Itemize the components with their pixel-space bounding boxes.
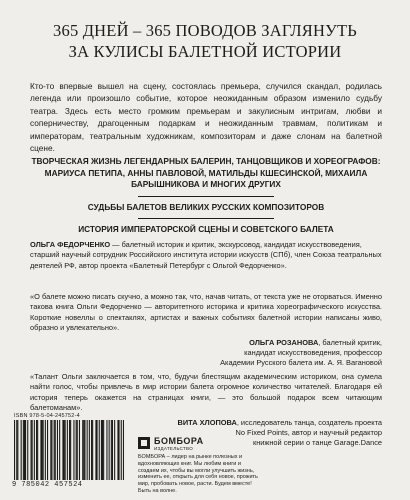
barcode-bar [111, 420, 112, 480]
barcode-bar [17, 420, 18, 480]
barcode-bar [82, 420, 83, 480]
author-name: ОЛЬГА ФЕДОРЧЕНКО [30, 240, 111, 249]
isbn-label: ISBN 978-5-04-245752-4 [14, 413, 80, 419]
review-1-sig-line-1: , балетный критик, [318, 337, 382, 347]
review-1 [30, 292, 382, 369]
barcode-bar [27, 420, 28, 480]
review-2-sig-line-3: книжной серии о танце Garage.Dance [252, 438, 382, 448]
barcode-bar [117, 420, 118, 480]
barcode-bar [32, 420, 33, 480]
review-1-sig-name: ОЛЬГА РОЗАНОВА [249, 337, 319, 347]
barcode-bar [76, 420, 77, 480]
intro-paragraph: Кто-то впервые вышел на сцену, состоялась премьера, случился скандал, родилась легенда или произошло событие, которое неожиданным образом изменило судьбу театра. Здесь есть место громким премьерам и закулисным интригам, любви и соперничеству, драгоценным подаркам и неожиданным травмам, политикам и императорам, театральным художникам, композиторам и даже слонам на балетной сцене. [30, 81, 382, 154]
barcode-bar [79, 420, 80, 480]
barcode-bar [89, 420, 90, 480]
barcode-bar [87, 420, 88, 480]
publisher-brand: БОМБОРА [154, 436, 204, 446]
feature-list [30, 156, 382, 236]
barcode-bar [65, 420, 66, 480]
review-1-sig-line-2: кандидат искусствоведения, профессор [244, 348, 382, 358]
review-2-sig-line-2: No Fixed Points, автор и научный редактор [235, 428, 382, 438]
barcode-bar [43, 420, 44, 480]
barcode-bar [103, 420, 104, 480]
barcode-bar [25, 420, 26, 480]
barcode-bar [24, 420, 25, 480]
publisher-logo-icon [138, 437, 150, 449]
barcode-bar [37, 420, 38, 480]
barcode-bar [16, 420, 17, 480]
barcode-bar [64, 420, 65, 480]
barcode-bar [21, 420, 22, 480]
barcode-bar [51, 420, 52, 480]
feature-item: СУДЬБЫ БАЛЕТОВ ВЕЛИКИХ РУССКИХ КОМПОЗИТОРОВ [87, 201, 325, 212]
barcode-bar [109, 420, 110, 480]
publisher-brand-sub: ИЗДАТЕЛЬСТВО [154, 446, 194, 451]
barcode-bar [99, 420, 100, 480]
publisher-description: БОМБОРА – лидер на рынке полезных и вдохновляющих книг. Мы любим книги и создаем их, чтобы вы могли улучшить жизнь, изменить ее, открыть для себя новое, прожить мир, пробовать новое, расти. Будем вместе! Быть на волне. [138, 454, 258, 494]
barcode-bar [69, 420, 70, 480]
barcode-bar [36, 420, 37, 480]
headline-line-1: 365 ДНЕЙ – 365 ПОВОДОВ ЗАГЛЯНУТЬ [53, 21, 357, 40]
barcode-bar [123, 420, 124, 480]
headline [0, 20, 410, 62]
barcode-bar [91, 420, 92, 480]
review-1-quote: «О балете можно писать скучно, а можно так, что, начав читать, от текста уже не оторваться. Именно такова книга Ольги Федорченко — авторитетного историка и критика хореографического искусства. Короткие новеллы о спектаклях, артистах и важных событиях балетной истории написаны живо, образно и увлекательно». [30, 292, 382, 333]
barcode-bar [92, 420, 93, 480]
barcode-bar [121, 420, 122, 480]
barcode-bar [97, 420, 98, 480]
barcode-bar [55, 420, 56, 480]
divider [138, 218, 274, 219]
barcode-bar [119, 420, 120, 480]
barcode-bar [83, 420, 84, 480]
review-1-sig-line-3: Академии Русского балета им. А. Я. Вагановой [220, 358, 382, 368]
review-2-sig-name: ВИТА ХЛОПОВА [177, 417, 237, 427]
barcode-bar [77, 420, 78, 480]
barcode-bar [34, 420, 35, 480]
barcode-bar [59, 420, 60, 480]
barcode-bar [70, 420, 71, 480]
barcode-bar [23, 420, 24, 480]
barcode-bar [84, 420, 85, 480]
barcode-bar [47, 420, 48, 480]
barcode-bar [101, 420, 102, 480]
barcode-bar [67, 420, 68, 480]
barcode-bar [50, 420, 51, 480]
review-2-quote: «Талант Ольги заключается в том, что, будучи блестящим академическим историком, она сумела найти голос, чтобы привлечь в мир истории балета огромное количество читателей. Благодаря ей история теперь окажется на страницах книги, — это большой подарок всем читающим балетоманам». [30, 372, 382, 413]
author-bio-text: — балетный историк и критик, экскурсовод, кандидат искусствоведения, старший научный сотрудник Российского института истории искусств (СПб), член Союза театральных деятелей РФ, автор проекта «Балетный Петербург с Ольгой Федорченко». [30, 240, 382, 270]
feature-item: ТВОРЧЕСКАЯ ЖИЗНЬ ЛЕГЕНДАРНЫХ БАЛЕРИН, ТАНЦОВЩИКОВ И ХОРЕОГРАФОВ: МАРИУСА ПЕТИПА, АННЫ ПАВЛОВОЙ, МАТИЛЬДЫ КШЕСИНСКОЙ, МИХАИЛА БАРЫШНИКОВА И МНОГИХ ДРУГИХ [31, 156, 381, 190]
barcode-bar [14, 420, 15, 480]
barcode-bar [31, 420, 32, 480]
review-2-sig-line-1: , исследователь танца, создатель проекта [236, 417, 382, 427]
author-bio [30, 240, 382, 271]
barcode-bar [106, 420, 107, 480]
barcode-bar [114, 420, 115, 480]
barcode-bar [40, 420, 41, 480]
barcode-bar [112, 420, 113, 480]
barcode-bar [45, 420, 46, 480]
barcode-bar [57, 420, 58, 480]
barcode-bar [62, 420, 63, 480]
headline-line-2: ЗА КУЛИСЫ БАЛЕТНОЙ ИСТОРИИ [68, 42, 342, 61]
divider [138, 196, 274, 197]
review-1-signature [30, 338, 382, 369]
barcode [14, 420, 124, 480]
barcode-number: 9 785042 457524 [12, 481, 83, 489]
barcode-bar [54, 420, 55, 480]
barcode-bar [95, 420, 96, 480]
barcode-bar [102, 420, 103, 480]
barcode-bar [73, 420, 74, 480]
barcode-bar [42, 420, 43, 480]
feature-item: ИСТОРИЯ ИМПЕРАТОРСКОЙ СЦЕНЫ И СОВЕТСКОГО БАЛЕТА [78, 224, 334, 235]
